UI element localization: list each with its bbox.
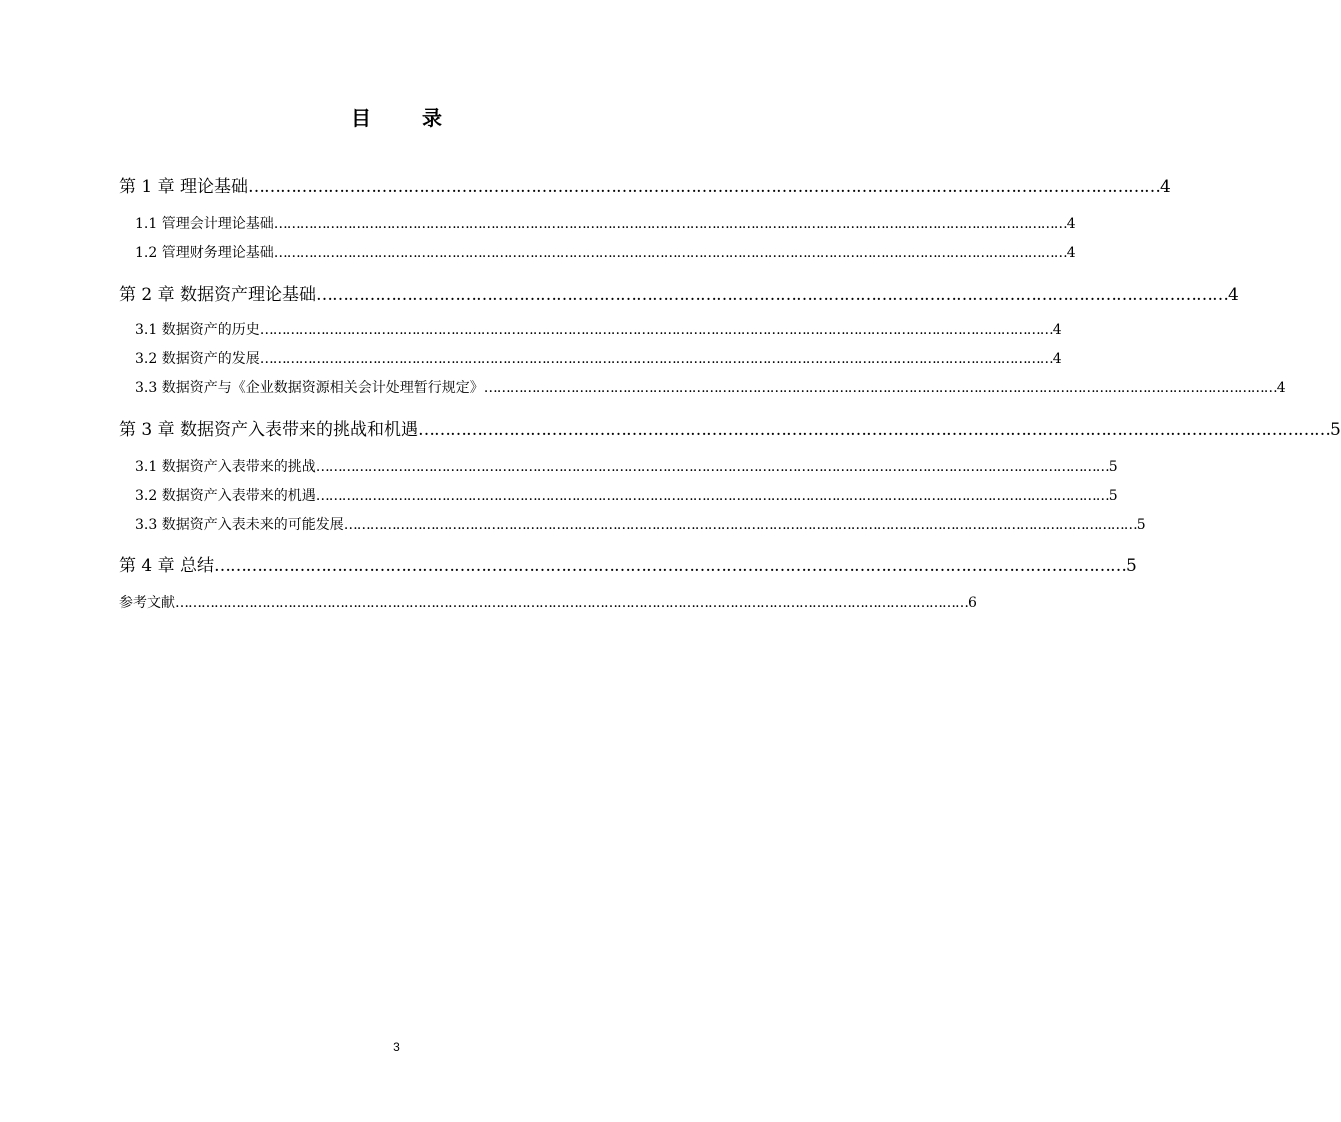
toc-entry-label: 第 3 章 数据资产入表带来的挑战和机遇 [119, 420, 419, 440]
toc-leader-dots: ………………………………………………………………………………………………………………………………………………………………… [273, 245, 1067, 261]
toc-entry-page: 4 [1276, 380, 1286, 396]
toc-entry-1-2[interactable] [135, 242, 1076, 262]
toc-entry-page: 5 [1330, 420, 1341, 440]
toc-entry-chapter-4[interactable] [119, 551, 1137, 576]
toc-entry-3-1[interactable] [135, 319, 1062, 339]
toc-leader-dots: ……………………………………………………………………………………………………………………………………………………… [316, 285, 1229, 305]
toc-entry-page: 6 [968, 595, 977, 611]
toc-entry-3-2[interactable] [135, 348, 1062, 368]
toc-entry-label: 参考文献 [119, 595, 175, 611]
toc-leader-dots: ………………………………………………………………………………………………………………………………………………………………… [273, 216, 1067, 232]
toc-entry-3-2-b[interactable] [135, 485, 1118, 505]
toc-entry-label: 3.2 数据资产的发展 [135, 351, 260, 367]
toc-entry-chapter-1[interactable] [119, 172, 1171, 197]
toc-entry-label: 3.1 数据资产的历史 [135, 322, 260, 338]
toc-entry-label: 3.1 数据资产入表带来的挑战 [135, 459, 316, 475]
toc-entry-1-1[interactable] [135, 213, 1076, 233]
page-number: 3 [393, 1040, 400, 1054]
toc-leader-dots: ……………………………………………………………………………………………………………………………………………………… [418, 420, 1331, 440]
toc-entry-page: 5 [1126, 556, 1137, 576]
toc-entry-label: 3.3 数据资产与《企业数据资源相关会计处理暂行规定》 [135, 380, 484, 396]
toc-entry-label: 第 4 章 总结 [119, 556, 215, 576]
toc-entry-label: 3.2 数据资产入表带来的机遇 [135, 488, 316, 504]
toc-entry-label: 1.2 管理财务理论基础 [135, 245, 274, 261]
toc-leader-dots: ………………………………………………………………………………………………………………………………………………………………… [343, 517, 1137, 533]
toc-entry-page: 5 [1108, 488, 1118, 504]
toc-entry-chapter-2[interactable] [119, 280, 1239, 305]
toc-entry-page: 4 [1228, 285, 1239, 305]
toc-entry-label: 第 1 章 理论基础 [119, 177, 249, 197]
toc-entry-3-3[interactable] [135, 377, 1286, 397]
toc-entry-3-1-b[interactable] [135, 456, 1118, 476]
toc-entry-page: 5 [1108, 459, 1118, 475]
toc-leader-dots: ……………………………………………………………………………………………………………………………………………………… [248, 177, 1161, 197]
toc-entry-page: 4 [1052, 351, 1062, 367]
toc-leader-dots: ………………………………………………………………………………………………………………………………………………………………… [315, 488, 1109, 504]
toc-entry-label: 第 2 章 数据资产理论基础 [119, 285, 317, 305]
toc-entry-page: 4 [1052, 322, 1062, 338]
toc-entry-page: 4 [1160, 177, 1171, 197]
toc-entry-references[interactable] [119, 592, 977, 612]
toc-entry-chapter-3[interactable] [119, 415, 1341, 440]
toc-entry-page: 5 [1136, 517, 1146, 533]
toc-entry-label: 1.1 管理会计理论基础 [135, 216, 274, 232]
toc-leader-dots: ………………………………………………………………………………………………………………………………………………………………… [315, 459, 1109, 475]
toc-entry-page: 4 [1066, 245, 1076, 261]
toc-entry-label: 3.3 数据资产入表未来的可能发展 [135, 517, 344, 533]
toc-entry-3-3-b[interactable] [135, 514, 1146, 534]
toc-leader-dots: ………………………………………………………………………………………………………………………………………………………………… [483, 380, 1277, 396]
toc-entry-page: 4 [1066, 216, 1076, 232]
toc-leader-dots: ……………………………………………………………………………………………………………………………………………………… [214, 556, 1127, 576]
toc-leader-dots: ………………………………………………………………………………………………………………………………………………………………… [175, 595, 968, 611]
toc-leader-dots: ………………………………………………………………………………………………………………………………………………………………… [259, 322, 1053, 338]
toc-leader-dots: ………………………………………………………………………………………………………………………………………………………………… [259, 351, 1053, 367]
toc-title: 目 录 [351, 106, 464, 130]
